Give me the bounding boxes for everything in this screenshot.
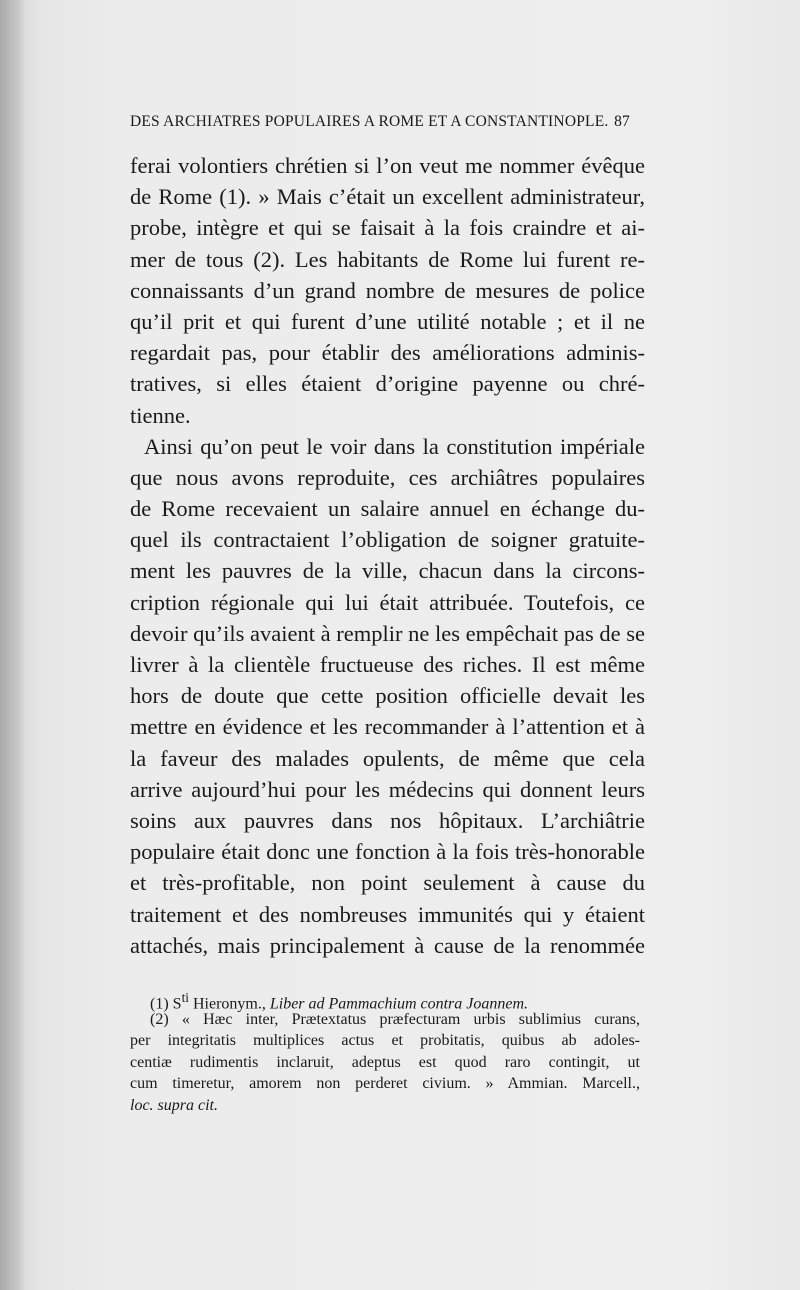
- text-line: de Rome (1). » Mais c’était un excellent administrateur,: [130, 184, 645, 210]
- text-line: et très-profitable, non point seulement à cause du: [130, 870, 645, 896]
- running-title: DES ARCHIATRES POPULAIRES A ROME ET A CONSTANTINOPLE.: [130, 113, 609, 130]
- running-header: [130, 113, 630, 137]
- page-number: 87: [614, 113, 630, 130]
- footnotes: [130, 987, 640, 1116]
- text-line: quel ils contractaient l’obligation de soigner gratuite-: [130, 527, 645, 553]
- text-line: ferai volontiers chrétien si l’on veut me nommer évêque: [130, 153, 645, 178]
- footnote-2-line: centiæ rudimentis inclaruit, adeptus est quod raro contingit, ut: [130, 1053, 640, 1071]
- footnote-1-title: Liber ad Pammachium contra Joannem.: [269, 995, 529, 1013]
- text-line: qu’il prit et qui furent d’une utilité notable ; et il ne: [130, 308, 645, 334]
- footnote-2-citation: loc. supra cit.: [130, 1096, 218, 1114]
- text-line: devoir qu’ils avaient à remplir ne les empêchait pas de se: [130, 620, 645, 646]
- footnote-2-line: (2) « Hæc inter, Prætextatus præfecturam urbis sublimius curans,: [150, 1010, 640, 1028]
- text-line: Ainsi qu’on peut le voir dans la constitution impériale: [144, 433, 645, 459]
- text-line: tienne.: [130, 402, 191, 428]
- text-line: cription régionale qui lui était attribuée. Toutefois, ce: [130, 589, 645, 615]
- text-line: que nous avons reproduite, ces archiâtres populaires: [130, 464, 645, 490]
- text-line: ment les pauvres de la ville, chacun dans la circons-: [130, 558, 645, 584]
- text-line: soins aux pauvres dans nos hôpitaux. L’archiâtrie: [130, 807, 645, 833]
- text-line: hors de doute que cette position officielle devait les: [130, 683, 645, 709]
- page-gutter: [0, 0, 26, 1290]
- footnote-1-marker: (1) S: [150, 995, 182, 1013]
- text-line: connaissants d’un grand nombre de mesures de police: [130, 277, 645, 303]
- footnote-1: [130, 987, 640, 1013]
- text-line: attachés, mais principalement à cause de la renommée: [130, 932, 645, 958]
- text-line: traitement et des nombreuses immunités qui y étaient: [130, 901, 645, 927]
- text-line: la faveur des malades opulents, de même que cela: [130, 745, 645, 771]
- main-text: [130, 150, 645, 961]
- text-line: probe, intègre et qui se faisait à la fois craindre et ai-: [130, 215, 645, 241]
- footnote-1-sup: ti: [181, 990, 189, 1005]
- text-line: arrive aujourd’hui pour les médecins qui donnent leurs: [130, 776, 645, 802]
- text-line: regardait pas, pour établir des améliorations adminis-: [130, 340, 645, 366]
- footnote-1-author: Hieronym.,: [188, 995, 270, 1013]
- text-line: populaire était donc une fonction à la fois très-honorable: [130, 839, 645, 865]
- text-line: mer de tous (2). Les habitants de Rome lui furent re-: [130, 246, 645, 272]
- footnote-2-line: cum timeretur, amorem non perderet civium. » Ammian. Marcell.,: [130, 1075, 640, 1092]
- text-line: livrer à la clientèle fructueuse des riches. Il est même: [130, 652, 645, 677]
- text-line: mettre en évidence et les recommander à l’attention et à: [130, 714, 645, 740]
- text-line: de Rome recevaient un salaire annuel en échange du-: [130, 496, 645, 522]
- footnote-2-line: per integritatis multiplices actus et probitatis, quibus ab adoles-: [130, 1032, 640, 1049]
- text-line: tratives, si elles étaient d’origine payenne ou chré-: [130, 371, 645, 397]
